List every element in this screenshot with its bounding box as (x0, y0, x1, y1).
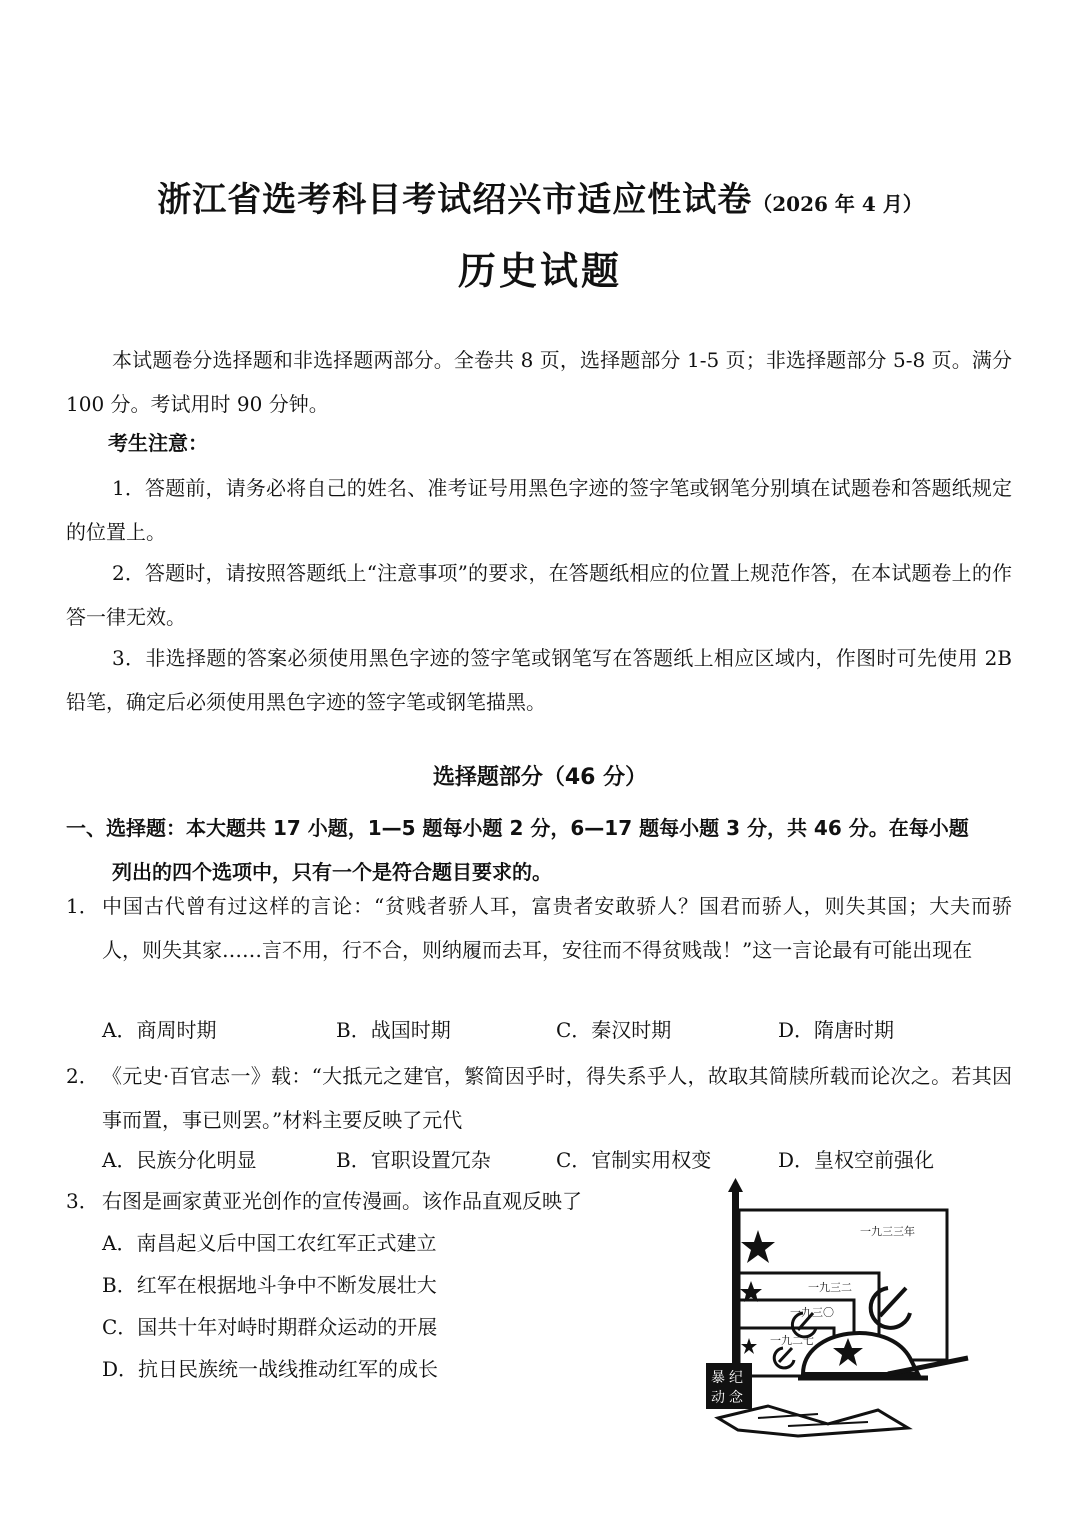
flag-label: 一九三二 (808, 1281, 852, 1294)
scattered-papers (718, 1406, 908, 1436)
option-c[interactable]: C．秦汉时期 (556, 1018, 672, 1042)
stamp-char: 念 (729, 1390, 743, 1406)
note-2: 2．答题时，请按照答题纸上“注意事项”的要求，在答题纸相应的位置上规范作答，在本试题卷上的作答一律无效。 (66, 561, 1012, 629)
subject-title: 历史试题 (457, 248, 622, 293)
option-d[interactable]: D．抗日民族统一战线推动红军的成长 (102, 1357, 439, 1381)
option-a[interactable]: A．民族分化明显 (102, 1148, 257, 1172)
section-title: 选择题部分（46 分） (432, 765, 648, 790)
flag-label: 一九二七 (770, 1334, 814, 1347)
intro-paragraph: 本试题卷分选择题和非选择题两部分。全卷共 8 页，选择题部分 1-5 页；非选择题部分 5-8 页。满分 100 分。考试用时 90 分钟。 (66, 348, 1012, 416)
option-a[interactable]: A．南昌起义后中国工农红军正式建立 (102, 1231, 437, 1255)
exam-title-text: 浙江省选考科目考试绍兴市适应性试卷 (157, 180, 753, 220)
option-c[interactable]: C．官制实用权变 (556, 1148, 712, 1172)
option-b[interactable]: B．红军在根据地斗争中不断发展壮大 (102, 1273, 437, 1297)
flagpole-tip (728, 1178, 743, 1192)
flag-label: 一九三〇 (790, 1306, 834, 1319)
option-b[interactable]: B．官职设置冗杂 (336, 1148, 491, 1172)
option-b[interactable]: B．战国时期 (336, 1018, 451, 1042)
section-instruction (66, 806, 1012, 894)
question-1 (66, 884, 1012, 972)
commemorative-stamp (706, 1363, 752, 1409)
notice-title: 考生注意： (108, 431, 208, 455)
option-d[interactable]: D．隋唐时期 (778, 1018, 895, 1042)
question-stem: 中国古代曾有过这样的言论：“贫贱者骄人耳，富贵者安敢骄人？国君而骄人，则失其国；大夫而骄人，则失其家……言不用，行不合，则纳履而去耳，安往而不得贫贱哉！”这一言论最有可能出现在 (102, 894, 1012, 962)
question-3 (66, 1179, 666, 1223)
stamp-char: 纪 (729, 1370, 743, 1386)
option-d[interactable]: D．皇权空前强化 (778, 1148, 935, 1172)
note-1: 1．答题前，请务必将自己的姓名、准考证号用黑色字迹的签字笔或钢笔分别填在试题卷和答题纸规定的位置上。 (66, 476, 1012, 544)
question-number: 3． (66, 1189, 99, 1213)
option-a[interactable]: A．商周时期 (102, 1018, 217, 1042)
note-3: 3．非选择题的答案必须使用黑色字迹的签字笔或钢笔写在答题纸上相应区域内，作图时可先使用 2B 铅笔，确定后必须使用黑色字迹的签字笔或钢笔描黑。 (66, 646, 1012, 714)
option-c[interactable]: C．国共十年对峙时期群众运动的开展 (102, 1315, 438, 1339)
question-stem: 《元史·百官志一》载：“大抵元之建官，繁简因乎时，得失系乎人，故取其简牍所载而论次之。若其因事而置，事已则罢。”材料主要反映了元代 (102, 1064, 1012, 1132)
instruction-line-2: 列出的四个选项中，只有一个是符合题目要求的。 (112, 860, 552, 884)
instruction-line-1: 一、选择题：本大题共 17 小题，1—5 题每小题 2 分，6—17 题每小题 3 分，共 46 分。在每小题 (66, 816, 969, 840)
stamp-char: 动 (711, 1390, 725, 1406)
question-number: 2． (66, 1064, 99, 1088)
stamp-char: 暴 (711, 1370, 725, 1386)
question-2 (66, 1054, 1012, 1142)
question-number: 1． (66, 894, 99, 918)
propaganda-cartoon (648, 1178, 978, 1440)
exam-title (0, 172, 1080, 221)
exam-date: （2026 年 4 月） (752, 192, 923, 216)
question-stem: 右图是画家黄亚光创作的宣传漫画。该作品直观反映了 (102, 1189, 582, 1213)
flag-label: 一九三三年 (860, 1225, 915, 1238)
